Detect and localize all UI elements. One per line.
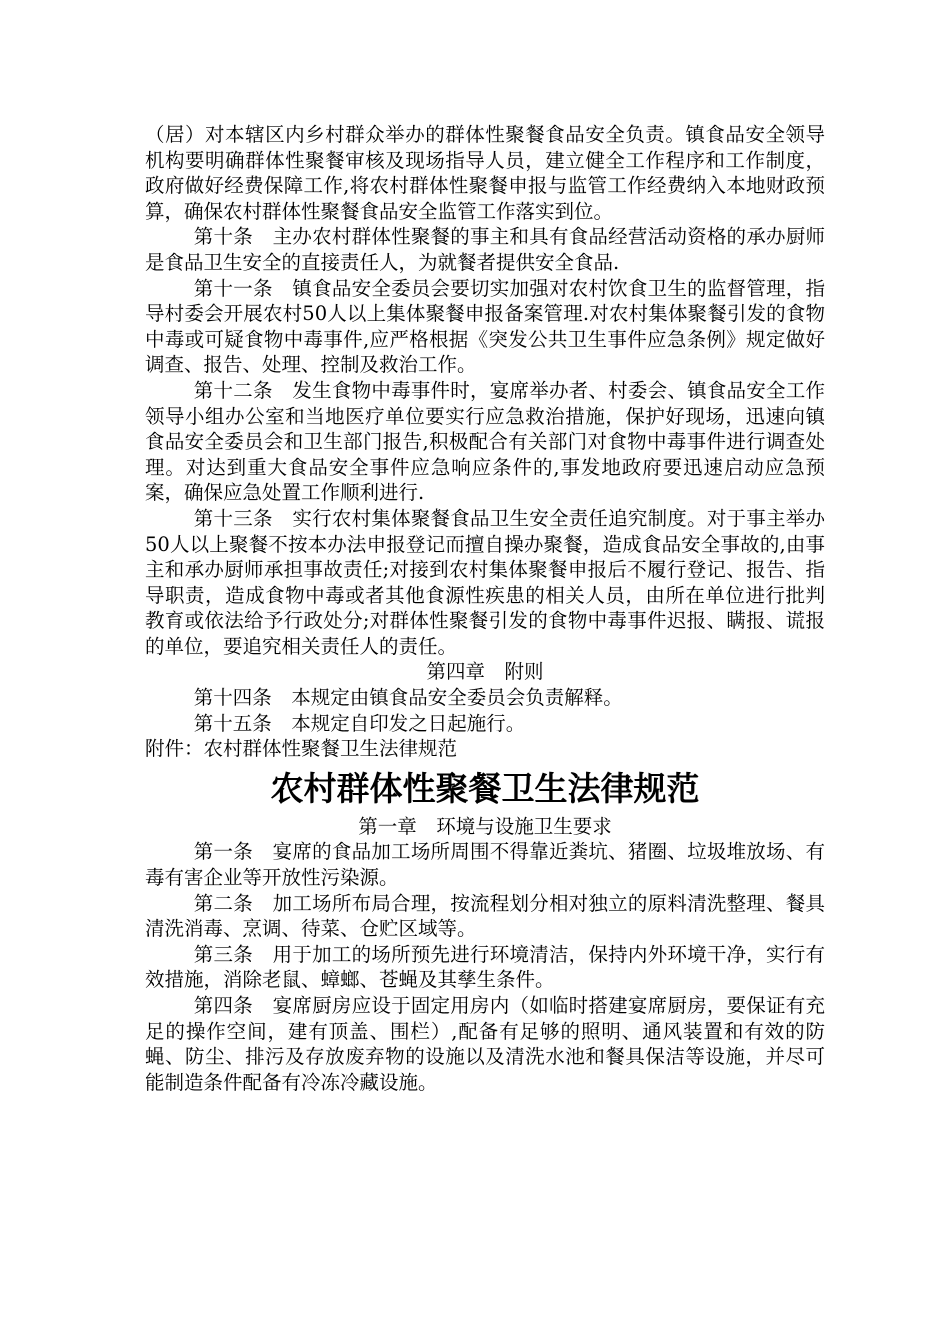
paragraph-continued: （居）对本辖区内乡村群众举办的群体性聚餐食品安全负责。镇食品安全领导机构要明确群体性聚餐审核及现场指导人员，建立健全工作程序和工作制度，政府做好经费保障工作,将农村群体性聚餐申报与监管工作经费纳入本地财政预算，确保农村群体性聚餐食品安全监管工作落实到位。	[145, 123, 825, 223]
spec-article-1: 第一条 宴席的食品加工场所周围不得靠近粪坑、猪圈、垃圾堆放场、有毒有害企业等开放性污染源。	[145, 840, 825, 890]
article-15: 第十五条 本规定自印发之日起施行。	[193, 711, 526, 735]
spec-article-2: 第二条 加工场所布局合理，按流程划分相对独立的原料清洗整理、餐具清洗消毒、烹调、待菜、仓贮区域等。	[145, 891, 825, 941]
article-11: 第十一条 镇食品安全委员会要切实加强对农村饮食卫生的监督管理，指导村委会开展农村50人以上集体聚餐申报备案管理.对农村集体聚餐引发的食物中毒或可疑食物中毒事件,应严格根据《突发公共卫生事件应急条例》规定做好调查、报告、处理、控制及救治工作。	[145, 276, 825, 377]
spec-article-4: 第四条 宴席厨房应设于固定用房内（如临时搭建宴席厨房，要保证有充足的操作空间，建有顶盖、围栏）,配备有足够的照明、通风装置和有效的防蝇、防尘、排污及存放废弃物的设施以及清洗水池和餐具保洁等设施，并尽可能制造条件配备有冷冻冷藏设施。	[145, 994, 825, 1094]
chapter-1-heading: 第一章 环境与设施卫生要求	[358, 814, 612, 838]
article-14: 第十四条 本规定由镇食品安全委员会负责解释。	[193, 686, 623, 710]
attachment-line: 附件：农村群体性聚餐卫生法律规范	[145, 737, 458, 761]
spec-article-3: 第三条 用于加工的场所预先进行环境清洁，保持内外环境干净，实行有效措施，消除老鼠、蟑螂、苍蝇及其孳生条件。	[145, 942, 825, 992]
document-title: 农村群体性聚餐卫生法律规范	[270, 768, 700, 808]
chapter-4-heading: 第四章 附则	[426, 660, 544, 684]
article-10: 第十条 主办农村群体性聚餐的事主和具有食品经营活动资格的承办厨师是食品卫生安全的直接责任人，为就餐者提供安全食品.	[145, 225, 825, 274]
article-12: 第十二条 发生食物中毒事件时，宴席举办者、村委会、镇食品安全工作领导小组办公室和当地医疗单位要实行应急救治措施，保护好现场，迅速向镇食品安全委员会和卫生部门报告,积极配合有关部门对食物中毒事件进行调查处理。对达到重大食品安全事件应急响应条件的,事发地政府要迅速启动应急预案，确保应急处置工作顺利进行.	[145, 378, 825, 505]
document-body	[145, 122, 825, 1095]
article-13: 第十三条 实行农村集体聚餐食品卫生安全责任追究制度。对于事主举办50人以上聚餐不按本办法申报登记而擅自操办聚餐，造成食品安全事故的,由事主和承办厨师承担事故责任;对接到农村集体聚餐申报后不履行登记、报告、指导职责，造成食物中毒或者其他食源性疾患的相关人员，由所在单位进行批判教育或依法给予行政处分;对群体性聚餐引发的食物中毒事件迟报、瞒报、谎报的单位，要追究相关责任人的责任。	[145, 506, 825, 658]
